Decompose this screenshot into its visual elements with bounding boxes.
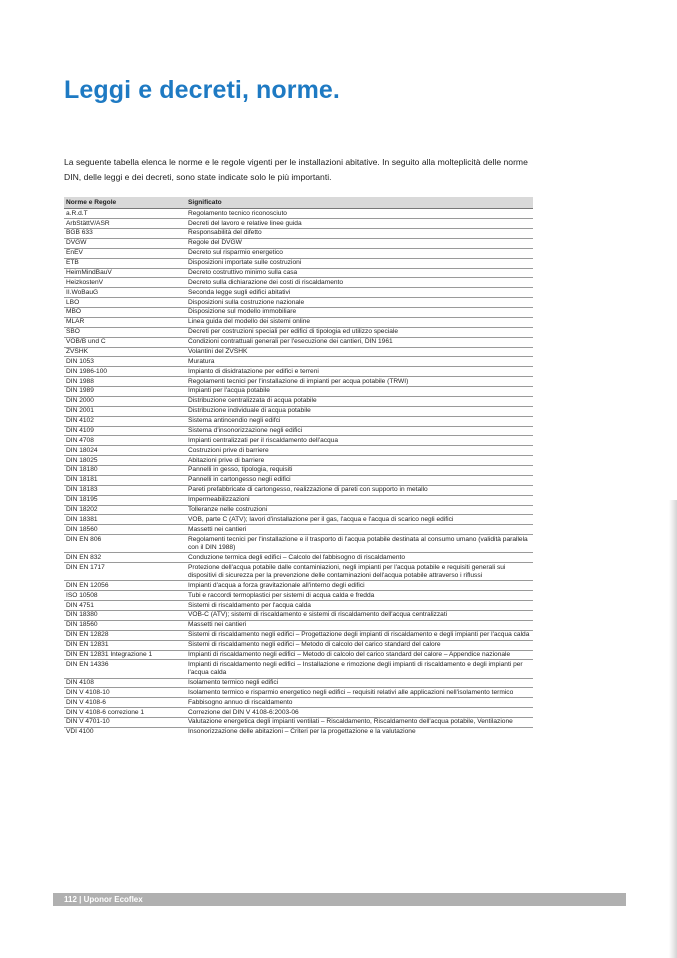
intro-paragraph: La seguente tabella elenca le norme e le regole vigenti per le installazioni abitative. In seguito alla molteplicità delle norme DIN, delle leggi e dei decreti, sono state indicate solo le più importanti. (64, 157, 528, 182)
norm-meaning-cell: Sistema antincendio negli edifci (186, 416, 533, 426)
norm-code-cell: DIN 18381 (64, 515, 186, 525)
norm-code-cell: DIN 18560 (64, 525, 186, 535)
table-row (64, 708, 533, 718)
norm-meaning-cell: Decreti del lavoro e relative linee guida (186, 219, 533, 229)
norm-meaning-cell: Impianti di riscaldamento negli edifici – Installazione e rimozione degli impianti di riscaldamento e degli impianti per l'acqua calda (186, 660, 533, 678)
table-row (64, 406, 533, 416)
norm-meaning-cell: Condizioni contrattuali generali per l'esecuzione dei cantieri, DIN 1961 (186, 337, 533, 347)
table-row (64, 727, 533, 736)
table-row (64, 377, 533, 387)
norm-code-cell: DIN EN 12831 (64, 640, 186, 650)
norm-meaning-cell: Decreti per costruzioni speciali per edifici di tipologia ed utilizzo speciale (186, 327, 533, 337)
norm-meaning-cell: Pannelli in gesso, tipologia, requisiti (186, 466, 533, 476)
norm-meaning-cell: Distribuzione individuale di acqua potabile (186, 406, 533, 416)
column-header-meaning: Significato (186, 197, 533, 209)
norm-code-cell: DIN EN 12831 Integrazione 1 (64, 650, 186, 660)
page-edge-shadow (669, 500, 677, 958)
table-row (64, 347, 533, 357)
table-row (64, 611, 533, 621)
norm-code-cell: DIN 18202 (64, 505, 186, 515)
norm-code-cell: DIN 1986-100 (64, 367, 186, 377)
table-row (64, 268, 533, 278)
table-row (64, 466, 533, 476)
footer-bar (53, 893, 626, 906)
table-row (64, 396, 533, 406)
norm-code-cell: VDI 4100 (66, 728, 94, 736)
norm-meaning-cell: Regolamenti tecnici per l'installazione e il trasporto di l'acqua potabile destinata al consumo umano (validità parallela con il DIN 1988) (186, 535, 533, 553)
table-row (64, 258, 533, 268)
norm-meaning-cell: Regolamenti tecnici per l'installazione di impianti per acqua potabile (TRWI) (186, 377, 533, 387)
table-row (64, 327, 533, 337)
table-row (64, 485, 533, 495)
norm-meaning-cell: Impianti centralizzati per il riscaldamento dell'acqua (186, 436, 533, 446)
norms-table-body (64, 209, 533, 737)
table-row (64, 238, 533, 248)
norm-code-cell: DIN EN 14336 (64, 660, 186, 678)
norm-meaning-cell: Massetti nei cantieri (186, 525, 533, 535)
norm-meaning-cell: Impianto di disidratazione per edifici e terreni (186, 367, 533, 377)
table-row (64, 446, 533, 456)
norm-meaning-cell: Correzione del DIN V 4108-6:2003-06 (186, 708, 533, 718)
norm-code-cell: DIN 18380 (64, 611, 186, 621)
norm-meaning-cell: Protezione dell'acqua potabile dalle contaminiazioni, negli impianti per l'acqua potabile e requisiti generali sui dispositivi di sicurezza per la prevenzione delle contaminazioni dell'acqua potabile attraverso i riflussi (186, 563, 533, 581)
norm-code-cell: DIN 4708 (64, 436, 186, 446)
norm-code-cell: HeimMindBauV (64, 268, 186, 278)
norm-meaning-cell: Isolamento termico negli edifici (186, 678, 533, 688)
table-row (64, 515, 533, 525)
norm-meaning-cell: Muratura (186, 357, 533, 367)
table-row (64, 650, 533, 660)
norm-meaning-cell: Insonorizzazione delle abitazioni – Criteri per la progettazione e la valutazione (188, 728, 416, 736)
norm-meaning-cell: Regole del DVGW (186, 238, 533, 248)
norm-meaning-cell: Regolamento tecnico riconosciuto (186, 209, 533, 219)
norm-code-cell: DIN 1989 (64, 387, 186, 397)
norm-code-cell: DIN V 4108-10 (64, 688, 186, 698)
norm-meaning-cell: Sistemi di riscaldamento negli edifici – Progettazione degli impianti di riscaldamento e degli impianti per l'acqua calda (186, 630, 533, 640)
norm-meaning-cell: Pareti prefabbricate di cartongesso, realizzazione di pareti con supporto in metallo (186, 485, 533, 495)
norm-meaning-cell: Disposizioni sulla costruzione nazionale (186, 298, 533, 308)
table-row (64, 591, 533, 601)
norm-meaning-cell: Decreto sulla dichiarazione dei costi di riscaldamento (186, 278, 533, 288)
table-row (64, 357, 533, 367)
table-row (64, 505, 533, 515)
norm-meaning-cell: Volantini del ZVSHK (186, 347, 533, 357)
table-row (64, 525, 533, 535)
norm-meaning-cell: Tolleranze nelle costruzioni (186, 505, 533, 515)
norm-meaning-cell: Linea guida del modello dei sistemi online (186, 317, 533, 327)
norm-meaning-cell: Impermeabilizzazioni (186, 495, 533, 505)
norm-code-cell: DIN V 4108-6 correzione 1 (64, 708, 186, 718)
table-row (64, 387, 533, 397)
table-row (64, 426, 533, 436)
norm-code-cell: DIN 18180 (64, 466, 186, 476)
norm-code-cell: DIN 4751 (64, 601, 186, 611)
norm-code-cell: DIN 18025 (64, 456, 186, 466)
norm-code-cell: MBO (64, 308, 186, 318)
page-title: Leggi e decreti, norme. (64, 76, 340, 104)
norm-code-cell: DIN 18560 (64, 620, 186, 630)
norm-code-cell: MLAR (64, 317, 186, 327)
table-row (64, 209, 533, 219)
norm-meaning-cell: Impianti per l'acqua potabile (186, 387, 533, 397)
norm-code-cell: DIN 18183 (64, 485, 186, 495)
norm-meaning-cell: VOB-C (ATV); sistemi di riscaldamento e sistemi di riscaldamento dell'acqua centralizzati (186, 611, 533, 621)
table-row (64, 630, 533, 640)
norm-code-cell: DIN 2001 (64, 406, 186, 416)
norm-meaning-cell: Conduzione termica degli edifici – Calcolo del fabbisogno di riscaldamento (186, 553, 533, 563)
table-row (64, 436, 533, 446)
table-row (64, 317, 533, 327)
table-row (64, 698, 533, 708)
table-row (64, 688, 533, 698)
norm-meaning-cell: Tubi e raccordi termoplastici per sistemi di acqua calda e fredda (186, 591, 533, 601)
norm-code-cell: DIN EN 806 (64, 535, 186, 553)
table-row (64, 581, 533, 591)
norm-code-cell: ISO 10508 (64, 591, 186, 601)
norm-code-cell: DIN V 4108-6 (64, 698, 186, 708)
norm-code-cell: DIN 18195 (64, 495, 186, 505)
table-row (64, 535, 533, 553)
footer-page-label: 112 | Uponor Ecoflex (64, 895, 143, 904)
norm-meaning-cell: Seconda legge sugli edifici abitativi (186, 288, 533, 298)
table-row (64, 563, 533, 581)
table-row (64, 278, 533, 288)
norm-meaning-cell: Decreto sul risparmio energetico (186, 248, 533, 258)
table-row (64, 553, 533, 563)
norm-code-cell: SBO (64, 327, 186, 337)
table-row (64, 308, 533, 318)
norm-code-cell: DIN 1053 (64, 357, 186, 367)
norm-code-cell: DIN V 4701-10 (64, 718, 186, 728)
norm-meaning-cell: Isolamento termico e risparmio energetico negli edifici – requisiti relativi alle applicazioni nell'isolamento termico (186, 688, 533, 698)
norms-table (64, 197, 533, 737)
table-row (64, 640, 533, 650)
norm-code-cell: II.WoBauG (64, 288, 186, 298)
table-row (64, 601, 533, 611)
norm-code-cell: DIN 18181 (64, 475, 186, 485)
norm-code-cell: LBO (64, 298, 186, 308)
norm-code-cell: BGB 633 (64, 229, 186, 239)
norm-meaning-cell: Decreto costruttivo minimo sulla casa (186, 268, 533, 278)
norm-meaning-cell: Sistemi di riscaldamento per l'acqua calda (186, 601, 533, 611)
norm-code-cell: HeizkostenV (64, 278, 186, 288)
table-row (64, 367, 533, 377)
norm-meaning-cell: Sistemi di riscaldamento negli edifici – Metodo di calcolo del carico standard del calore (186, 640, 533, 650)
norm-meaning-cell: Valutazione energetica degli impianti ventilati – Riscaldamento, Riscaldamento dell'acqua potabile, Ventilazione (186, 718, 533, 728)
norm-meaning-cell: Impianti d'acqua a forza gravitazionale all'interno degli edifici (186, 581, 533, 591)
norm-meaning-cell: Fabbisogno annuo di riscaldamento (186, 698, 533, 708)
column-header-norms: Norme e Regole (64, 197, 186, 209)
norm-code-cell: ETB (64, 258, 186, 268)
norm-meaning-cell: Massetti nei cantieri (186, 620, 533, 630)
norm-code-cell: ZVSHK (64, 347, 186, 357)
norm-meaning-cell: Costruzioni prive di barriere (186, 446, 533, 456)
norm-meaning-cell: Disposizioni importate sulle costruzioni (186, 258, 533, 268)
norm-code-cell: EnEV (64, 248, 186, 258)
table-row (64, 416, 533, 426)
norm-code-cell: DIN EN 1717 (64, 563, 186, 581)
table-row (64, 475, 533, 485)
norm-code-cell: DIN 4109 (64, 426, 186, 436)
norm-code-cell: DIN EN 12056 (64, 581, 186, 591)
norm-code-cell: DIN 2000 (64, 396, 186, 406)
norm-meaning-cell: Abitazioni prive di barriere (186, 456, 533, 466)
table-row (64, 718, 533, 728)
norm-code-cell: DIN 4108 (64, 678, 186, 688)
norm-code-cell: DIN 18024 (64, 446, 186, 456)
table-row (64, 660, 533, 678)
norm-meaning-cell: Sistema d'insonorizzazione negli edifici (186, 426, 533, 436)
norm-code-cell: VOB/B und C (64, 337, 186, 347)
table-row (64, 456, 533, 466)
norm-code-cell: DIN EN 832 (64, 553, 186, 563)
table-row (64, 248, 533, 258)
norm-meaning-cell: Impianti di riscaldamento negli edifici – Metodo di calcolo del carico standard del calore – Appendice nazionale (186, 650, 533, 660)
norm-meaning-cell: Distribuzione centralizzata di acqua potabile (186, 396, 533, 406)
table-row (64, 678, 533, 688)
norm-code-cell: ArbStättV/ASR (64, 219, 186, 229)
norm-meaning-cell: VOB, parte C (ATV); lavori d'installazione per il gas, l'acqua e l'acqua di scarico negli edifici (186, 515, 533, 525)
norm-code-cell: DVGW (64, 238, 186, 248)
table-row (64, 298, 533, 308)
norm-code-cell: DIN 1988 (64, 377, 186, 387)
table-row (64, 337, 533, 347)
table-row (64, 219, 533, 229)
table-row (64, 288, 533, 298)
table-row (64, 229, 533, 239)
norm-meaning-cell: Responsabilità del difetto (186, 229, 533, 239)
norm-code-cell: a.R.d.T (64, 209, 186, 219)
norm-meaning-cell: Disposizione sul modello immobiliare (186, 308, 533, 318)
norm-code-cell: DIN 4102 (64, 416, 186, 426)
norm-meaning-cell: Pannelli in cartongesso negli edifici (186, 475, 533, 485)
table-header-row (64, 197, 533, 209)
table-row (64, 495, 533, 505)
norm-code-cell: DIN EN 12828 (64, 630, 186, 640)
table-row (64, 620, 533, 630)
